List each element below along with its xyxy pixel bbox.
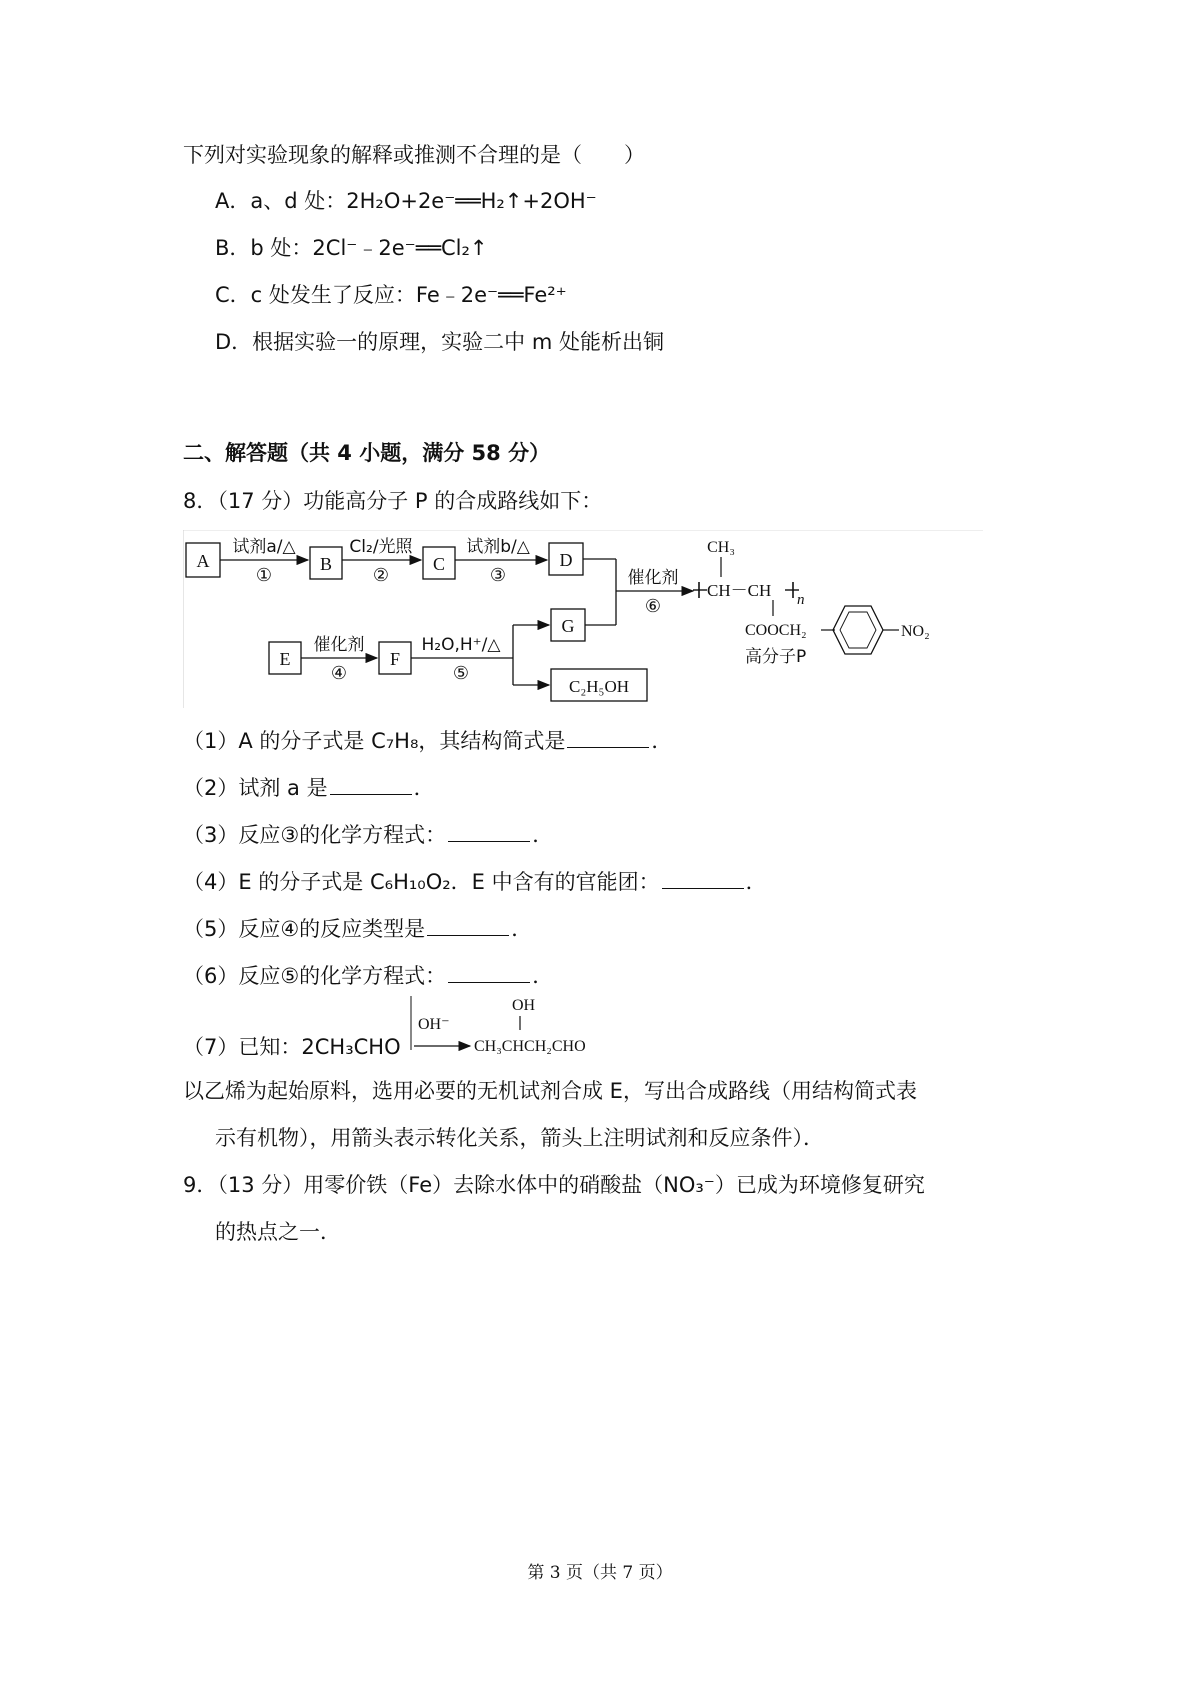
step-2: ② xyxy=(372,565,390,586)
q8-stem: 8．（17 分）功能高分子 P 的合成路线如下： xyxy=(183,489,603,513)
reagent-6: 催化剂 xyxy=(627,568,679,588)
section-title: 二、解答题（共 4 小题，满分 58 分） xyxy=(183,441,551,465)
reagent-1: 试剂a/△ xyxy=(232,537,296,557)
polymer-p-structure xyxy=(693,539,930,667)
box-c-label: C xyxy=(432,554,446,574)
q9-line1: 9．（13 分）用零价铁（Fe）去除水体中的硝酸盐（NO₃⁻）已成为环境修复研究 xyxy=(183,1173,925,1197)
answer-blank[interactable] xyxy=(567,727,649,748)
box-ethanol-label: C₂H₅OH xyxy=(568,677,630,696)
page-footer: 第 3 页（共 7 页） xyxy=(527,1563,673,1583)
product-oh: OH xyxy=(512,997,536,1014)
step-3: ③ xyxy=(489,565,507,586)
answer-blank[interactable] xyxy=(662,868,744,889)
q7-option-d: D．根据实验一的原理，实验二中 m 处能析出铜 xyxy=(215,330,664,354)
polymer-no2: NO₂ xyxy=(901,623,930,640)
box-g-label: G xyxy=(561,616,575,636)
q8-part-6: （6）反应⑤的化学方程式： ． xyxy=(183,964,554,988)
answer-blank[interactable] xyxy=(448,962,530,983)
reagent-2: Cl₂/光照 xyxy=(349,537,413,557)
polymer-ester: COOCH₂ xyxy=(745,622,807,639)
q8-part-4: （4）E 的分子式是 C₆H₁₀O₂．E 中含有的官能团： ． xyxy=(183,870,767,894)
answer-blank[interactable] xyxy=(448,821,530,842)
q8-part-1: （1）A 的分子式是 C₇H₈，其结构简式是 ． xyxy=(183,729,673,753)
aldol-reaction xyxy=(408,992,608,1058)
reagent-3: 试剂b/△ xyxy=(466,537,530,557)
q7-option-b: B．b 处：2Cl⁻﹣2e⁻══Cl₂↑ xyxy=(215,236,488,260)
q8-part-7-line2: 示有机物），用箭头表示转化关系，箭头上注明试剂和反应条件）． xyxy=(215,1126,824,1150)
q7-stem: 下列对实验现象的解释或推测不合理的是（ ） xyxy=(183,143,645,167)
q7-option-c: C．c 处发生了反应：Fe﹣2e⁻══Fe²⁺ xyxy=(215,283,567,307)
q8-part-3: （3）反应③的化学方程式： ． xyxy=(183,823,554,847)
polymer-n: n xyxy=(797,592,805,608)
step-5: ⑤ xyxy=(452,663,470,684)
q7-option-a: A．a、d 处：2H₂O+2e⁻══H₂↑+2OH⁻ xyxy=(215,189,597,213)
answer-blank[interactable] xyxy=(330,774,412,795)
polymer-chain: CH－CH xyxy=(707,581,772,600)
step-1: ① xyxy=(255,565,273,586)
step-4: ④ xyxy=(330,663,348,684)
box-d-label: D xyxy=(559,550,573,570)
step-6: ⑥ xyxy=(644,596,662,617)
answer-blank[interactable] xyxy=(427,915,509,936)
box-e-label: E xyxy=(279,649,291,669)
product-formula: CH₃CHCH₂CHO xyxy=(474,1038,586,1055)
reagent-oh: OH⁻ xyxy=(418,1016,450,1033)
box-b-label: B xyxy=(319,554,333,574)
q8-part-7-prefix: （7）已知：2CH₃CHO xyxy=(183,1035,401,1059)
q8-part-5: （5）反应④的反应类型是 ． xyxy=(183,917,533,941)
reagent-5: H₂O,H⁺/△ xyxy=(421,635,501,655)
q8-part-7-line1: 以乙烯为起始原料，选用必要的无机试剂合成 E，写出合成路线（用结构简式表 xyxy=(183,1079,917,1103)
reagent-4: 催化剂 xyxy=(313,635,365,655)
q9-line2: 的热点之一． xyxy=(215,1220,341,1244)
synthesis-scheme xyxy=(183,530,983,710)
q8-part-2: （2）试剂 a 是 ． xyxy=(183,776,435,800)
polymer-name: 高分子P xyxy=(745,647,807,667)
polymer-ch3: CH₃ xyxy=(707,539,735,556)
box-f-label: F xyxy=(389,649,401,669)
box-a-label: A xyxy=(196,551,210,571)
